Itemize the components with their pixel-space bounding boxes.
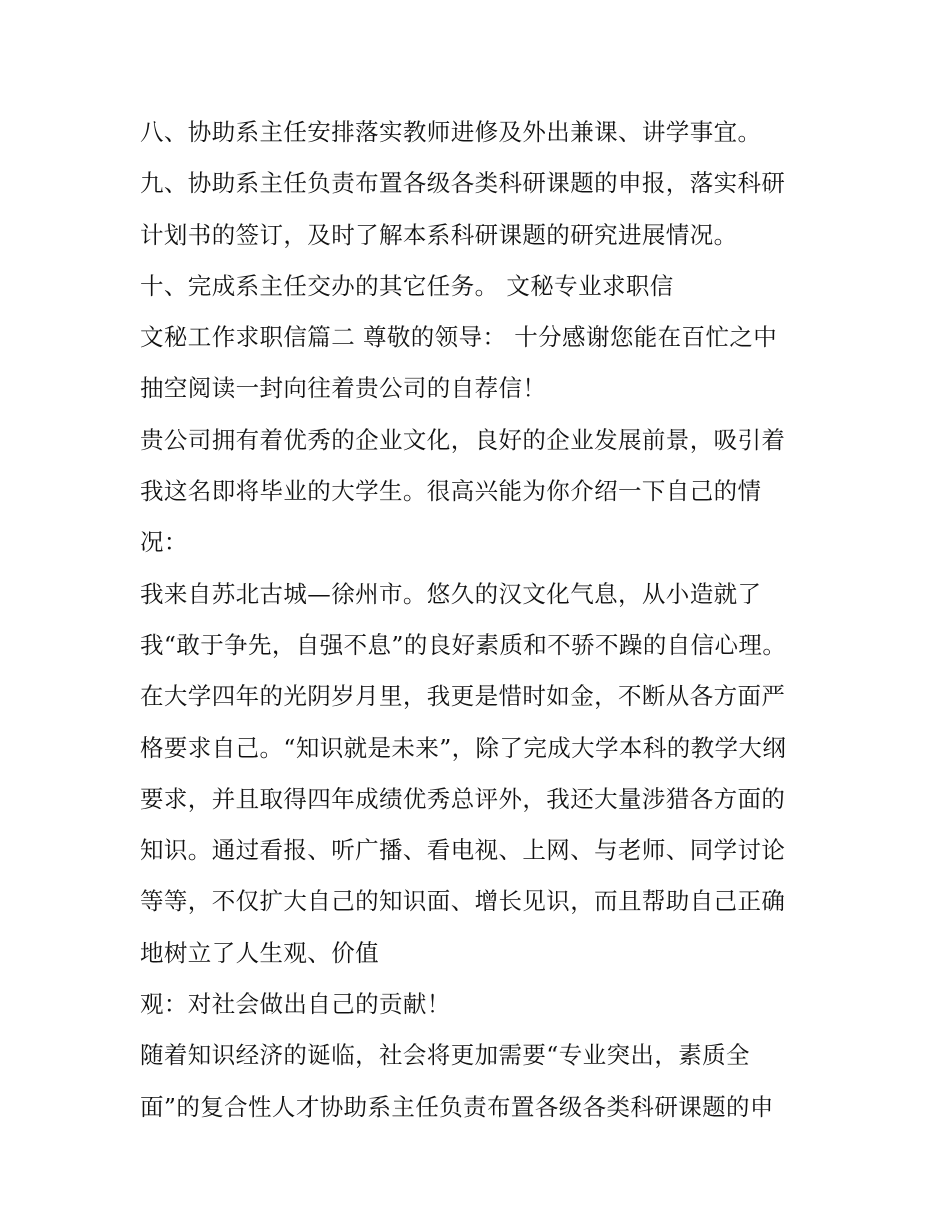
text-line-5: 文秘工作求职信篇二 尊敬的领导： 十分感谢您能在百忙之中 (140, 323, 778, 352)
text-line-2: 九、协助系主任负责布置各级各类科研课题的申报，落实科研 (140, 169, 786, 198)
text-line-12: 在大学四年的光阴岁月里，我更是惜时如金，不断从各方面严 (140, 682, 786, 711)
text-line-15: 知识。通过看报、听广播、看电视、上网、与老师、同学讨论 (140, 836, 786, 865)
text-line-14: 要求，并且取得四年成绩优秀总评外，我还大量涉猎各方面的 (140, 784, 786, 813)
text-line-3: 计划书的签订，及时了解本系科研课题的研究进展情况。 (140, 220, 738, 249)
text-line-18: 观：对社会做出自己的贡献！ (140, 990, 451, 1019)
text-line-1: 八、协助系主任安排落实教师进修及外出兼课、讲学事宜。 (140, 118, 762, 146)
text-line-17: 地树立了人生观、价值 (140, 938, 379, 967)
text-line-4: 十、完成系主任交办的其它任务。 文秘专业求职信 (140, 271, 674, 300)
text-line-7: 贵公司拥有着优秀的企业文化，良好的企业发展前景，吸引着 (140, 425, 786, 454)
document-body (140, 107, 840, 1133)
text-line-10: 我来自苏北古城—徐州市。悠久的汉文化气息，从小造就了 (140, 579, 762, 608)
text-line-6: 抽空阅读一封向往着贵公司的自荐信！ (140, 374, 547, 403)
text-line-9: 况： (140, 528, 188, 557)
text-line-16: 等等，不仅扩大自己的知识面、增长见识，而且帮助自己正确 (140, 887, 786, 916)
text-line-11: 我“敢于争先，自强不息”的良好素质和不骄不躁的自信心理。 (140, 630, 787, 659)
text-line-19: 随着知识经济的诞临，社会将更加需要“专业突出，素质全 (140, 1041, 750, 1070)
text-line-13: 格要求自己。“知识就是未来”，除了完成大学本科的教学大纲 (140, 733, 787, 762)
text-line-20: 面”的复合性人才协助系主任负责布置各级各类科研课题的申 (140, 1092, 774, 1121)
text-line-8: 我这名即将毕业的大学生。很高兴能为你介绍一下自己的情 (140, 477, 762, 506)
